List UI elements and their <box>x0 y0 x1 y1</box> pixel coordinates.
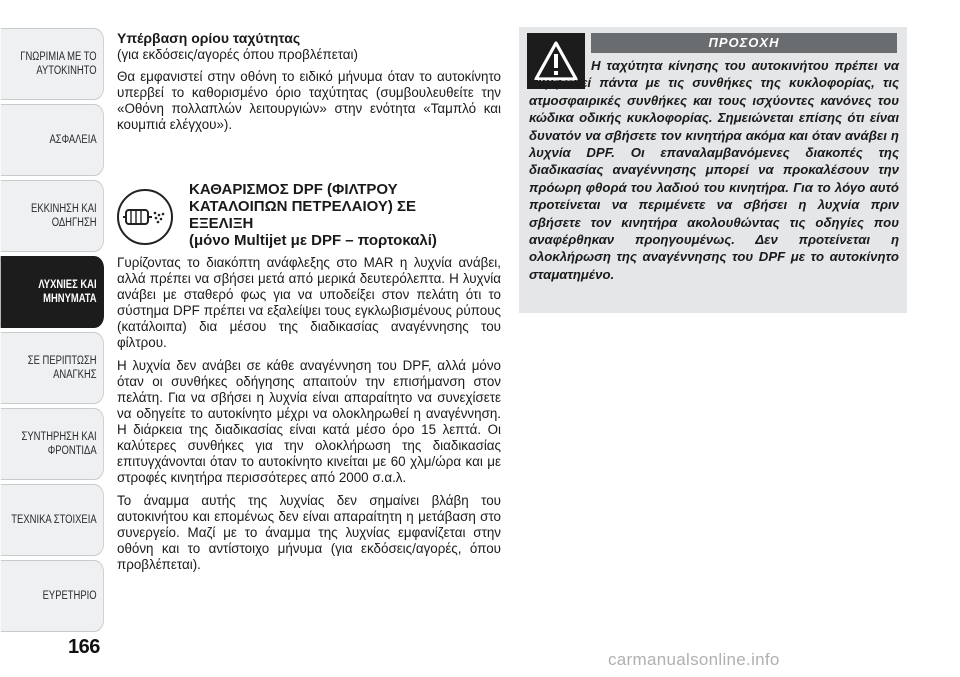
tab-label: ΣΕ ΠΕΡΙΠΤΩΣΗ ΑΝΑΓΚΗΣ <box>27 355 97 381</box>
tab-safety[interactable] <box>1 104 104 176</box>
dpf-paragraph: Γυρίζοντας το διακόπτη ανάφλεξης στο MAR η λυχνία ανάβει, αλλά πρέπει να σβήσει μετά από μερικά δευτερόλεπτα. Η λυχνία ανάβει με σταθερό φως για να υποδείξει στον πελάτη ότι το σύστημα DPF πρέπει να εξαλείψει τους εγκλωβισμένους ρύπους (κατάλοιπα) δια μέσου της διαδικασίας αναγέννησης του φίλτρου. <box>117 255 501 350</box>
dpf-filter-icon <box>117 189 173 245</box>
tab-label: ΣΥΝΤΗΡΗΣΗ ΚΑΙ ΦΡΟΝΤΙΔΑ <box>21 431 97 457</box>
speed-limit-section <box>117 30 501 133</box>
tab-starting-driving[interactable] <box>1 180 104 252</box>
tab-label: ΕΥΡΕΤΗΡΙΟ <box>42 590 97 602</box>
dpf-body <box>117 255 501 580</box>
dpf-title-line: ΚΑΘΑΡΙΣΜΟΣ DPF (ΦΙΛΤΡΟΥ <box>189 181 398 198</box>
dpf-title-line: ΚΑΤΑΛΟΙΠΩΝ ΠΕΤΡΕΛΑΙΟΥ) ΣΕ <box>189 198 417 215</box>
warning-text: Η ταχύτητα κίνησης του αυτοκινήτου πρέπει να συμφωνεί πάντα με τις συνθήκες της κυκλοφορίας, τις ατμοσφαιρικές συνθήκες και τους ισχύοντες κανόνες του κώδικα οδικής κυκλοφορίας. Σημειώνεται επίσης ότι είναι δυνατόν να σβήσετε τον κινητήρα ακόμα και όταν ανάβει η λυχνία DPF. Οι επαναλαμβανόμενες διακοπές της διαδικασίας αναγέννησης μπορεί να προκαλέσουν την πρόωρη φθορά του λαδιού του κινητήρα. Για το λόγο αυτό προτείνεται να περιμένετε να σβήσει η λυχνία πριν σβήσετε τον κινητήρα ακολουθώντας τις οδηγίες που αναφέρθηκαν προηγουμένως. Δεν προτείνεται η ολοκλήρωση της αναγέννησης του DPF με το αυτοκίνητο σταματημένο. <box>529 58 899 282</box>
warning-heading: ΠΡΟΣΟΧΗ <box>591 33 897 53</box>
dpf-title-line: ΕΞΕΛΙΞΗ <box>189 215 254 232</box>
dpf-filter-icon-svg <box>123 202 167 232</box>
tab-label: ΓΝΩΡΙΜΙΑ ΜΕ ΤΟ ΑΥΤΟΚΙΝΗΤΟ <box>20 51 97 77</box>
tab-label: ΑΣΦΑΛΕΙΑ <box>49 134 97 146</box>
tab-label: ΤΕΧΝΙΚΑ ΣΤΟΙΧΕΙΑ <box>11 514 97 526</box>
tab-index[interactable] <box>1 560 104 632</box>
tab-getting-to-know[interactable] <box>1 28 104 100</box>
dpf-heading-block <box>117 181 501 253</box>
dpf-title-line: (μόνο Multijet με DPF – πορτοκαλί) <box>189 232 437 249</box>
tab-emergency[interactable] <box>1 332 104 404</box>
speed-limit-paragraph: Θα εμφανιστεί στην οθόνη το ειδικό μήνυμα όταν το αυτοκίνητο υπερβεί το καθορισμένο όριο ταχύτητας (συμβουλευθείτε την «Οθόνη πολλαπλών λειτουργιών» στην ενότητα «Ταμπλό και κουμπιά ελέγχου»). <box>117 69 501 132</box>
speed-limit-heading: Υπέρβαση ορίου ταχύτητας <box>117 30 301 46</box>
watermark: carmanualsonline.info <box>608 650 780 669</box>
tab-warning-lights[interactable] <box>1 256 104 328</box>
tab-maintenance[interactable] <box>1 408 104 480</box>
tab-label: ΛΥΧΝΙΕΣ ΚΑΙ ΜΗΝΥΜΑΤΑ <box>38 279 97 305</box>
dpf-title <box>189 181 501 249</box>
page-number: 166 <box>68 636 100 658</box>
speed-limit-subheading: (για εκδόσεις/αγορές όπου προβλέπεται) <box>117 47 358 62</box>
dpf-paragraph: Η λυχνία δεν ανάβει σε κάθε αναγέννηση του DPF, αλλά μόνο όταν οι συνθήκες οδήγησης απαιτούν την επισήμανση στον πελάτη. Για να σβήσει η λυχνία είναι απαραίτητο να συνεχίσετε να οδηγείτε το αυτοκίνητο μέχρι να ολοκληρωθεί η αναγέννηση. Η διάρκεια της διαδικασίας είναι κατά μέσο όρο 15 λεπτά. Οι καλύτερες συνθήκες για την ολοκλήρωση της διαδικασίας επιτυγχάνονται όταν το αυτοκίνητο κινείται με 60 χλμ/ώρα και με στροφές κινητήρα περισσότερες από 2000 σ.α.λ. <box>117 358 501 485</box>
tab-label: ΕΚΚΙΝΗΣΗ ΚΑΙ ΟΔΗΓΗΣΗ <box>31 203 97 229</box>
tab-technical-data[interactable] <box>1 484 104 556</box>
warning-box <box>519 27 907 313</box>
dpf-paragraph: Το άναμμα αυτής της λυχνίας δεν σημαίνει βλάβη του αυτοκινήτου και επομένως δεν είναι απαραίτητη η μετάβαση στο συνεργείο. Μαζί με το άναμμα της λυχνίας εμφανίζεται στην οθόνη και το αντίστοιχο μήνυμα (για εκδόσεις/αγορές, όπου προβλέπεται). <box>117 493 501 572</box>
